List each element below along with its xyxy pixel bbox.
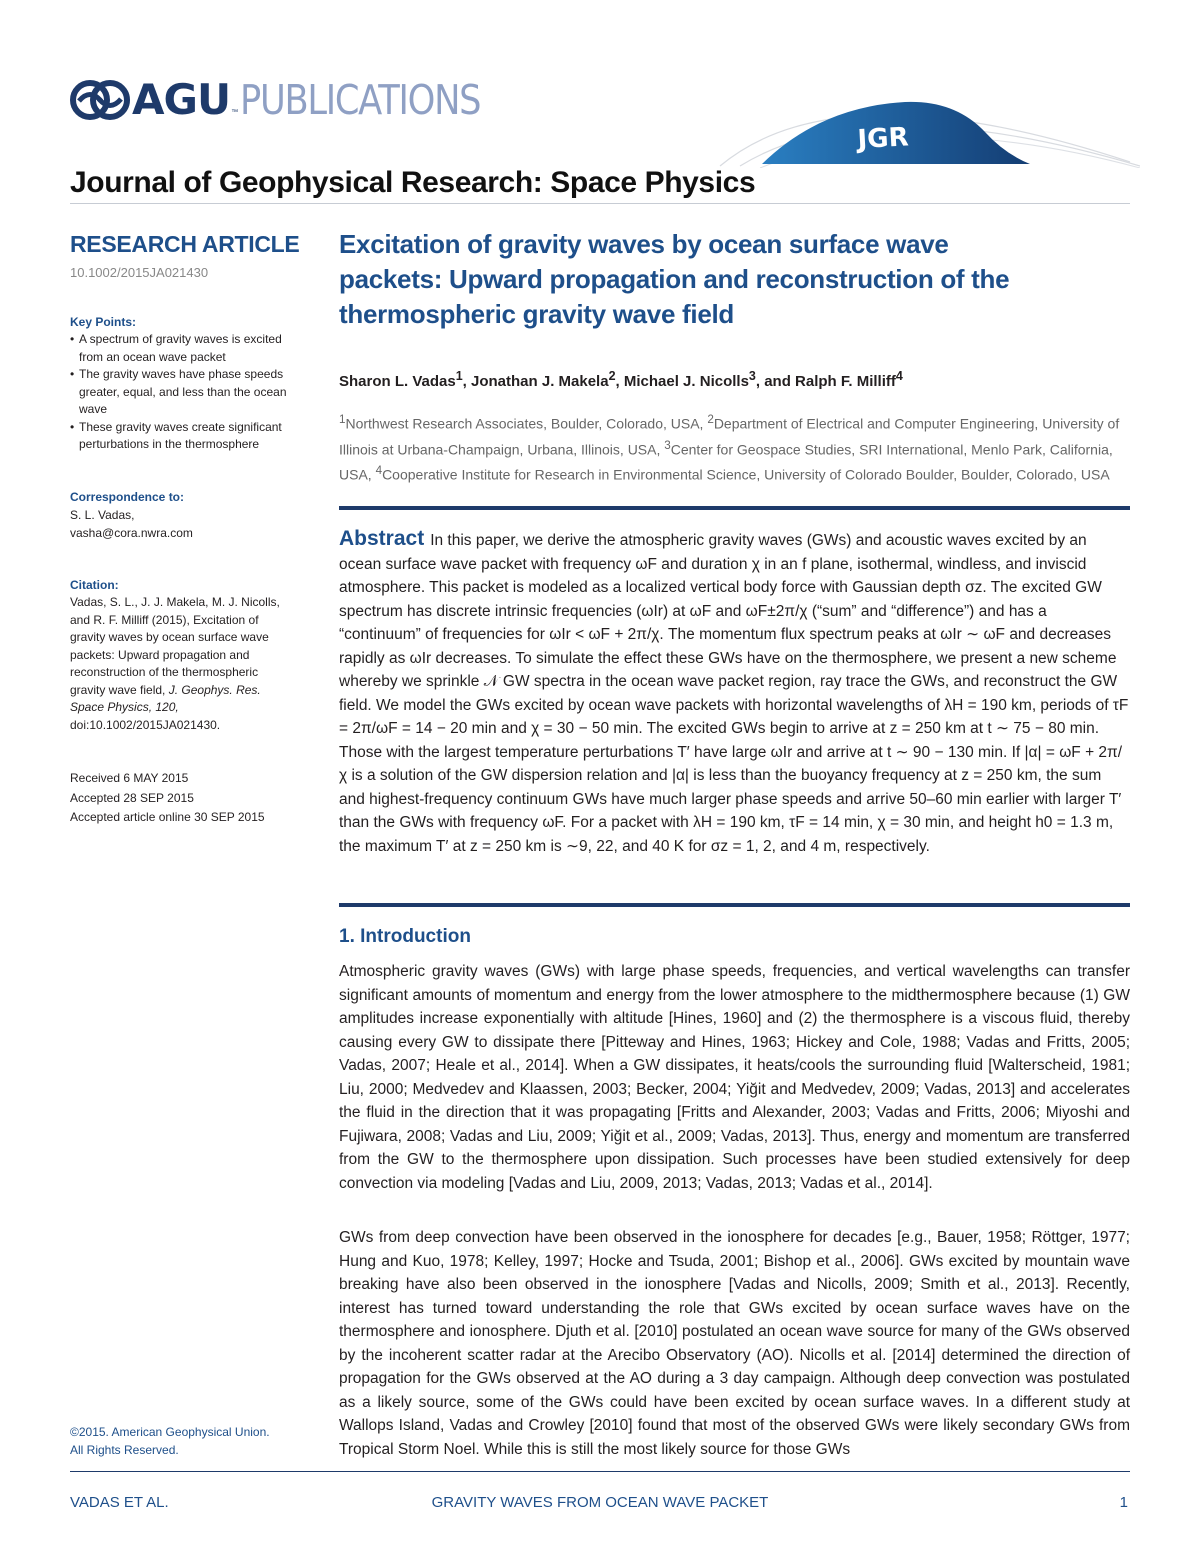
key-point-item: • The gravity waves have phase speeds greater, equal, and less than the ocean wave <box>70 366 302 419</box>
citation-journal: J. Geophys. Res. Space Physics, 120, <box>70 682 261 714</box>
affiliation-text: Cooperative Institute for Research in Environmental Science, University of Colorado Boulder, Boulder, Colorado, USA <box>382 466 1110 483</box>
abstract-bottom-rule <box>339 903 1130 907</box>
key-points-list <box>70 331 302 454</box>
key-point-item: • These gravity waves create significant perturbations in the thermosphere <box>70 419 302 454</box>
key-points-heading: Key Points: <box>70 315 137 329</box>
section-heading-introduction: 1. Introduction <box>339 926 471 947</box>
author-name: Sharon L. Vadas <box>339 373 456 390</box>
agu-publications-logo <box>70 75 519 124</box>
correspondence-name: S. L. Vadas, <box>70 508 135 522</box>
accepted-online-date: Accepted article online 30 SEP 2015 <box>70 810 265 824</box>
intro-paragraph: GWs from deep convection have been observed in the ionosphere for decades [e.g., Bauer, 1958; Röttger, 1977; Hung and Kuo, 1978; Kelley, 1997; Hocke and Tsuda, 2001; Bishop et al., 2006]. GWs excited by mountain wave breaking have also been observed in the ionosphere [Vadas and Nicolls, 2009; Smith et al., 2013]. Recently, interest has turned toward understanding the role that GWs excited by ocean surface waves have on the thermosphere and ionosphere. Djuth et al. [2010] postulated an ocean wave source for many of the GWs observed by the incoherent scatter radar at the Arecibo Observatory (AO). Nicolls et al. [2014] determined the direction of propagation for the GWs observed at the AO during a 3 day campaign. Although deep convection was postulated as a likely source, some of the GWs could have been excited by ocean surface waves. In a different study at Wallops Island, Vadas and Crowley [2010] found that most of the observed GWs were likely secondary GWs from Tropical Storm Noel. While this is still the most likely source for those GWs <box>339 1229 1130 1458</box>
author-list <box>339 369 903 390</box>
copyright-notice <box>70 1424 302 1459</box>
page-number: 1 <box>1119 1494 1128 1511</box>
jgr-banner <box>700 72 1140 168</box>
author-affiliation-marker: 4 <box>895 369 903 383</box>
doi-label: 10.1002/2015JA021430 <box>70 265 209 280</box>
agu-globe-icon <box>70 80 130 120</box>
affiliation-text: Center for Geospace Studies, SRI International, Menlo Park, California, USA, <box>339 441 1113 483</box>
author-affiliation-marker: 1 <box>455 369 463 383</box>
article-type-label: RESEARCH ARTICLE <box>70 231 300 257</box>
abstract-label: Abstract <box>339 527 425 550</box>
author-separator: , <box>615 373 624 390</box>
affiliations <box>339 409 1132 486</box>
journal-title: Journal of Geophysical Research: Space Physics <box>70 166 756 199</box>
article-title: Excitation of gravity waves by ocean surface wave packets: Upward propagation and reconstruction of the thermospheric gravity wave field <box>339 229 1010 329</box>
citation-heading: Citation: <box>70 578 119 592</box>
author-name: Ralph F. Milliff <box>795 373 896 390</box>
received-date: Received 6 MAY 2015 <box>70 771 189 785</box>
history-block <box>70 769 302 828</box>
copyright-line: ©2015. American Geophysical Union. <box>70 1425 270 1439</box>
footer-authors: VADAS ET AL. <box>70 1494 169 1511</box>
affiliation-marker: 2 <box>707 413 714 426</box>
jgr-badge-text: JGR <box>856 122 910 155</box>
correspondence-email[interactable]: vasha@cora.nwra.com <box>70 525 193 540</box>
citation-doi[interactable]: doi:10.1002/2015JA021430. <box>70 717 221 732</box>
header-divider <box>70 203 1130 204</box>
footer-divider <box>70 1471 1130 1472</box>
logo-agu-text: AGU <box>132 75 231 124</box>
affiliation-text: Department of Electrical and Computer Engineering, University of Illinois at Urbana-Champaign, Urbana, Illinois, USA, <box>339 415 1120 458</box>
correspondence-heading: Correspondence to: <box>70 490 185 504</box>
author-name: Jonathan J. Makela <box>471 373 609 390</box>
citation-text: Vadas, S. L., J. J. Makela, M. J. Nicolls, and R. F. Milliff (2015), Excitation of gravity waves by ocean surface wave packets: Upward propagation and reconstruction of the thermospheric gravity wave field, <box>70 595 280 697</box>
citation-block <box>70 594 292 734</box>
author-separator: , <box>462 373 472 390</box>
key-point-item: • A spectrum of gravity waves is excited from an ocean wave packet <box>70 331 302 366</box>
author-affiliation-marker: 3 <box>748 369 756 383</box>
author-affiliation-marker: 2 <box>608 369 616 383</box>
affiliation-text: Northwest Research Associates, Boulder, Colorado, USA, <box>345 415 708 432</box>
abstract-section <box>339 527 1130 858</box>
logo-publications-text: PUBLICATIONS <box>240 76 481 124</box>
logo-trademark: ™ <box>231 109 239 116</box>
accepted-date: Accepted 28 SEP 2015 <box>70 790 194 805</box>
affiliation-marker: 4 <box>375 464 383 478</box>
author-name: Michael J. Nicolls <box>623 373 749 390</box>
correspondence-block <box>70 507 302 542</box>
footer-running-title: GRAVITY WAVES FROM OCEAN WAVE PACKET <box>431 1494 769 1511</box>
affiliation-marker: 1 <box>339 413 346 426</box>
abstract-text: In this paper, we derive the atmospheric gravity waves (GWs) and acoustic waves excited by an ocean surface wave packet with frequency ωF and duration χ in an f plane, isothermal, windless, and inviscid atmosphere. This packet is modeled as a localized vertical body force with Gaussian depth σz. The excited GW spectrum has discrete intrinsic frequencies (ωIr) at ωF and ωF±2π/χ (“sum” and “difference”) and has a “continuum” of frequencies for ωIr < ωF + 2π/χ. The momentum flux spectrum peaks at ωIr ∼ ωF and decreases rapidly as ωIr decreases. To simulate the effect these GWs have on the thermosphere, we present a new scheme whereby we sprinkle 𝒩 GW spectra in the ocean wave packet region, ray trace the GWs, and reconstruct the GW field. We model the GWs excited by ocean wave packets with horizontal wavelengths of λH = 190 km, periods of τF = 2π/ωF = 14 − 20 min and χ = 30 − 50 min. The excited GWs begin to arrive at z = 250 km at t ∼ 75 − 80 min. Those with the largest temperature perturbations T′ have large ωIr and arrive at t ∼ 90 − 130 min. If |α| = ωF + 2π/χ is a solution of the GW dispersion relation and |α| is less than the buoyancy frequency at z = 250 km, the sum and highest-frequency continuum GWs have much larger phase speeds and arrive 50–60 min earlier with larger T′ than the GWs with frequency ωF. For a packet with λH = 190 km, τF = 14 min, χ = 30 min, and height h0 = 1.3 m, the maximum T′ at z = 250 km is ∼9, 22, and 40 K for σz = 1, 2, and 4 m, respectively. <box>339 532 1129 855</box>
abstract-top-rule <box>339 506 1130 510</box>
author-separator: , and <box>755 373 796 390</box>
intro-paragraph: Atmospheric gravity waves (GWs) with large phase speeds, frequencies, and vertical wavelengths can transfer significant amounts of momentum and energy from the lower atmosphere to the midthermosphere because (1) GW amplitudes increase exponentially with altitude [Hines, 1960] and (2) the thermosphere is a viscous fluid, thereby causing every GW to dissipate there [Pitteway and Hines, 1963; Hickey and Cole, 1988; Vadas and Fritts, 2005; Vadas, 2007; Heale et al., 2014]. When a GW dissipates, it heats/cools the surrounding fluid [Walterscheid, 1981; Liu, 2000; Medvedev and Klaassen, 2003; Becker, 2004; Yiğit and Medvedev, 2009; Vadas, 2013] and accelerates the fluid in the direction that it was propagating [Fritts and Alexander, 2003; Vadas and Fritts, 2006; Miyoshi and Fujiwara, 2008; Vadas and Liu, 2009; Yiğit et al., 2009; Vadas, 2013]. Thus, energy and momentum are transferred from the GW to the thermosphere upon dissipation. Such processes have been studied extensively for deep convection via modeling [Vadas and Liu, 2009, 2013; Vadas, 2013; Vadas et al., 2014]. <box>339 963 1130 1192</box>
rights-line: All Rights Reserved. <box>70 1442 179 1457</box>
affiliation-marker: 3 <box>664 438 671 452</box>
